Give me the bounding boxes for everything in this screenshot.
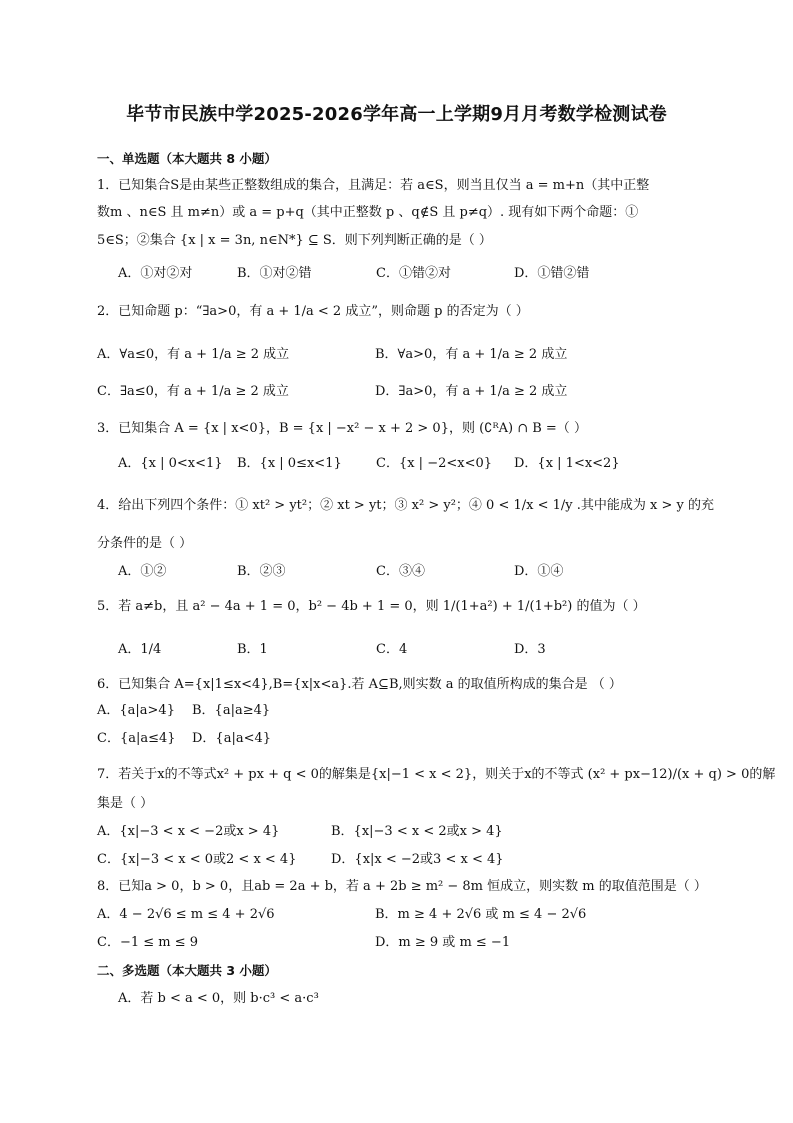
question-1-line-1: 1．已知集合S是由某些正整数组成的集合，且满足：若 a∈S，则当且仅当 a = m+n（其中正整 (97, 178, 650, 193)
option-a[interactable]: A．①对②对 (118, 266, 193, 281)
question-2-line-1: 2．已知命题 p：“∃a>0，有 a + 1/a < 2 成立”，则命题 p 的否定为（ ） (97, 304, 529, 319)
question-4-line-2: 分条件的是（ ） (97, 536, 193, 551)
question-1-options (0, 265, 600, 283)
option-c[interactable]: C．∃a≤0，有 a + 1/a ≥ 2 成立 (97, 384, 289, 399)
option-b[interactable]: B．1 (237, 642, 268, 657)
option-a[interactable]: A．{x|−3 < x < −2或x > 4} (97, 824, 280, 839)
option-d[interactable]: D．①④ (514, 564, 564, 579)
page-title: 毕节市民族中学2025-2026学年高一上学期9月月考数学检测试卷 (126, 104, 667, 125)
question-4-line-1: 4．给出下列四个条件：① xt² > yt²；② xt > yt；③ x² > y²；④ 0 < 1/x < 1/y .其中能成为 x > y 的充 (97, 498, 714, 513)
option-d[interactable]: D．3 (514, 642, 546, 657)
option-a[interactable]: A．1/4 (118, 642, 162, 657)
option-c[interactable]: C．①错②对 (376, 266, 451, 281)
question-8-options-row-2 (0, 934, 600, 952)
question-7-options-row-2 (0, 851, 600, 869)
section-heading-single-choice: 一、单选题（本大题共 8 小题） (97, 151, 277, 166)
option-c[interactable]: C．{x|−3 < x < 0或2 < x < 4} (97, 852, 297, 867)
option-d[interactable]: D．∃a>0，有 a + 1/a ≥ 2 成立 (375, 384, 568, 399)
option-c[interactable]: C．③④ (376, 564, 425, 579)
option-d[interactable]: D．①错②错 (514, 266, 590, 281)
option-b[interactable]: B．∀a>0，有 a + 1/a ≥ 2 成立 (375, 347, 568, 362)
question-7-options-row-1 (0, 823, 600, 841)
question-1-line-3: 5∈S；②集合 {x | x = 3n, n∈N*} ⊆ S．则下列判断正确的是（ ） (97, 233, 492, 248)
option-b[interactable]: B．①对②错 (237, 266, 312, 281)
question-5-options (0, 641, 600, 659)
question-3-line-1: 3．已知集合 A = {x | x<0}，B = {x | −x² − x + 2 > 0}，则 (∁ᴿA) ∩ B =（ ） (97, 421, 587, 436)
question-2-options-row-1 (0, 346, 600, 364)
option-b[interactable]: B．{x|−3 < x < 2或x > 4} (331, 824, 503, 839)
question-8-line-1: 8．已知a > 0，b > 0，且ab = 2a + b，若 a + 2b ≥ m² − 8m 恒成立，则实数 m 的取值范围是（ ） (97, 879, 707, 894)
question-4-options (0, 563, 600, 581)
question-7-line-1: 7．若关于x的不等式x² + px + q < 0的解集是{x|−1 < x < 2}，则关于x的不等式 (x² + px−12)/(x + q) > 0的解 (97, 767, 776, 782)
option-d[interactable]: D．{a|a<4} (192, 731, 272, 746)
option-b[interactable]: B．m ≥ 4 + 2√6 或 m ≤ 4 − 2√6 (375, 907, 587, 922)
question-6-options-row-2 (0, 730, 600, 748)
question-2-options-row-2 (0, 383, 600, 401)
option-a[interactable]: A．∀a≤0，有 a + 1/a ≥ 2 成立 (97, 347, 290, 362)
multi-question-option-a[interactable]: A．若 b < a < 0，则 b·c³ < a·c³ (118, 991, 319, 1006)
option-b[interactable]: B．{a|a≥4} (192, 703, 271, 718)
option-d[interactable]: D．m ≥ 9 或 m ≤ −1 (375, 935, 511, 950)
question-3-options (0, 455, 620, 473)
question-8-options-row-1 (0, 906, 600, 924)
question-1-line-2: 数m 、n∈S 且 m≠n）或 a = p+q（其中正整数 p 、q∉S 且 p≠q）. 现有如下两个命题：① (97, 205, 639, 220)
option-a[interactable]: A．{x | 0<x<1} (118, 456, 223, 471)
question-5-line-1: 5．若 a≠b，且 a² − 4a + 1 = 0，b² − 4b + 1 = 0，则 1/(1+a²) + 1/(1+b²) 的值为（ ） (97, 599, 646, 614)
option-c[interactable]: C．{a|a≤4} (97, 731, 176, 746)
question-6-options-row-1 (0, 702, 600, 720)
option-c[interactable]: C．−1 ≤ m ≤ 9 (97, 935, 199, 950)
question-6-line-1: 6．已知集合 A={x|1≤x<4},B={x|x<a}.若 A⊆B,则实数 a 的取值所构成的集合是 （ ） (97, 677, 622, 692)
option-a[interactable]: A．①② (118, 564, 167, 579)
option-d[interactable]: D．{x | 1<x<2} (514, 456, 620, 471)
option-b[interactable]: B．{x | 0≤x<1} (237, 456, 342, 471)
question-7-line-2: 集是（ ） (97, 796, 154, 811)
option-c[interactable]: C．4 (376, 642, 408, 657)
option-b[interactable]: B．②③ (237, 564, 286, 579)
section-heading-multi-choice: 二、多选题（本大题共 3 小题） (97, 963, 277, 978)
option-d[interactable]: D．{x|x < −2或3 < x < 4} (331, 852, 504, 867)
option-a[interactable]: A．4 − 2√6 ≤ m ≤ 4 + 2√6 (97, 907, 275, 922)
option-a[interactable]: A．{a|a>4} (97, 703, 175, 718)
option-c[interactable]: C．{x | −2<x<0} (376, 456, 493, 471)
